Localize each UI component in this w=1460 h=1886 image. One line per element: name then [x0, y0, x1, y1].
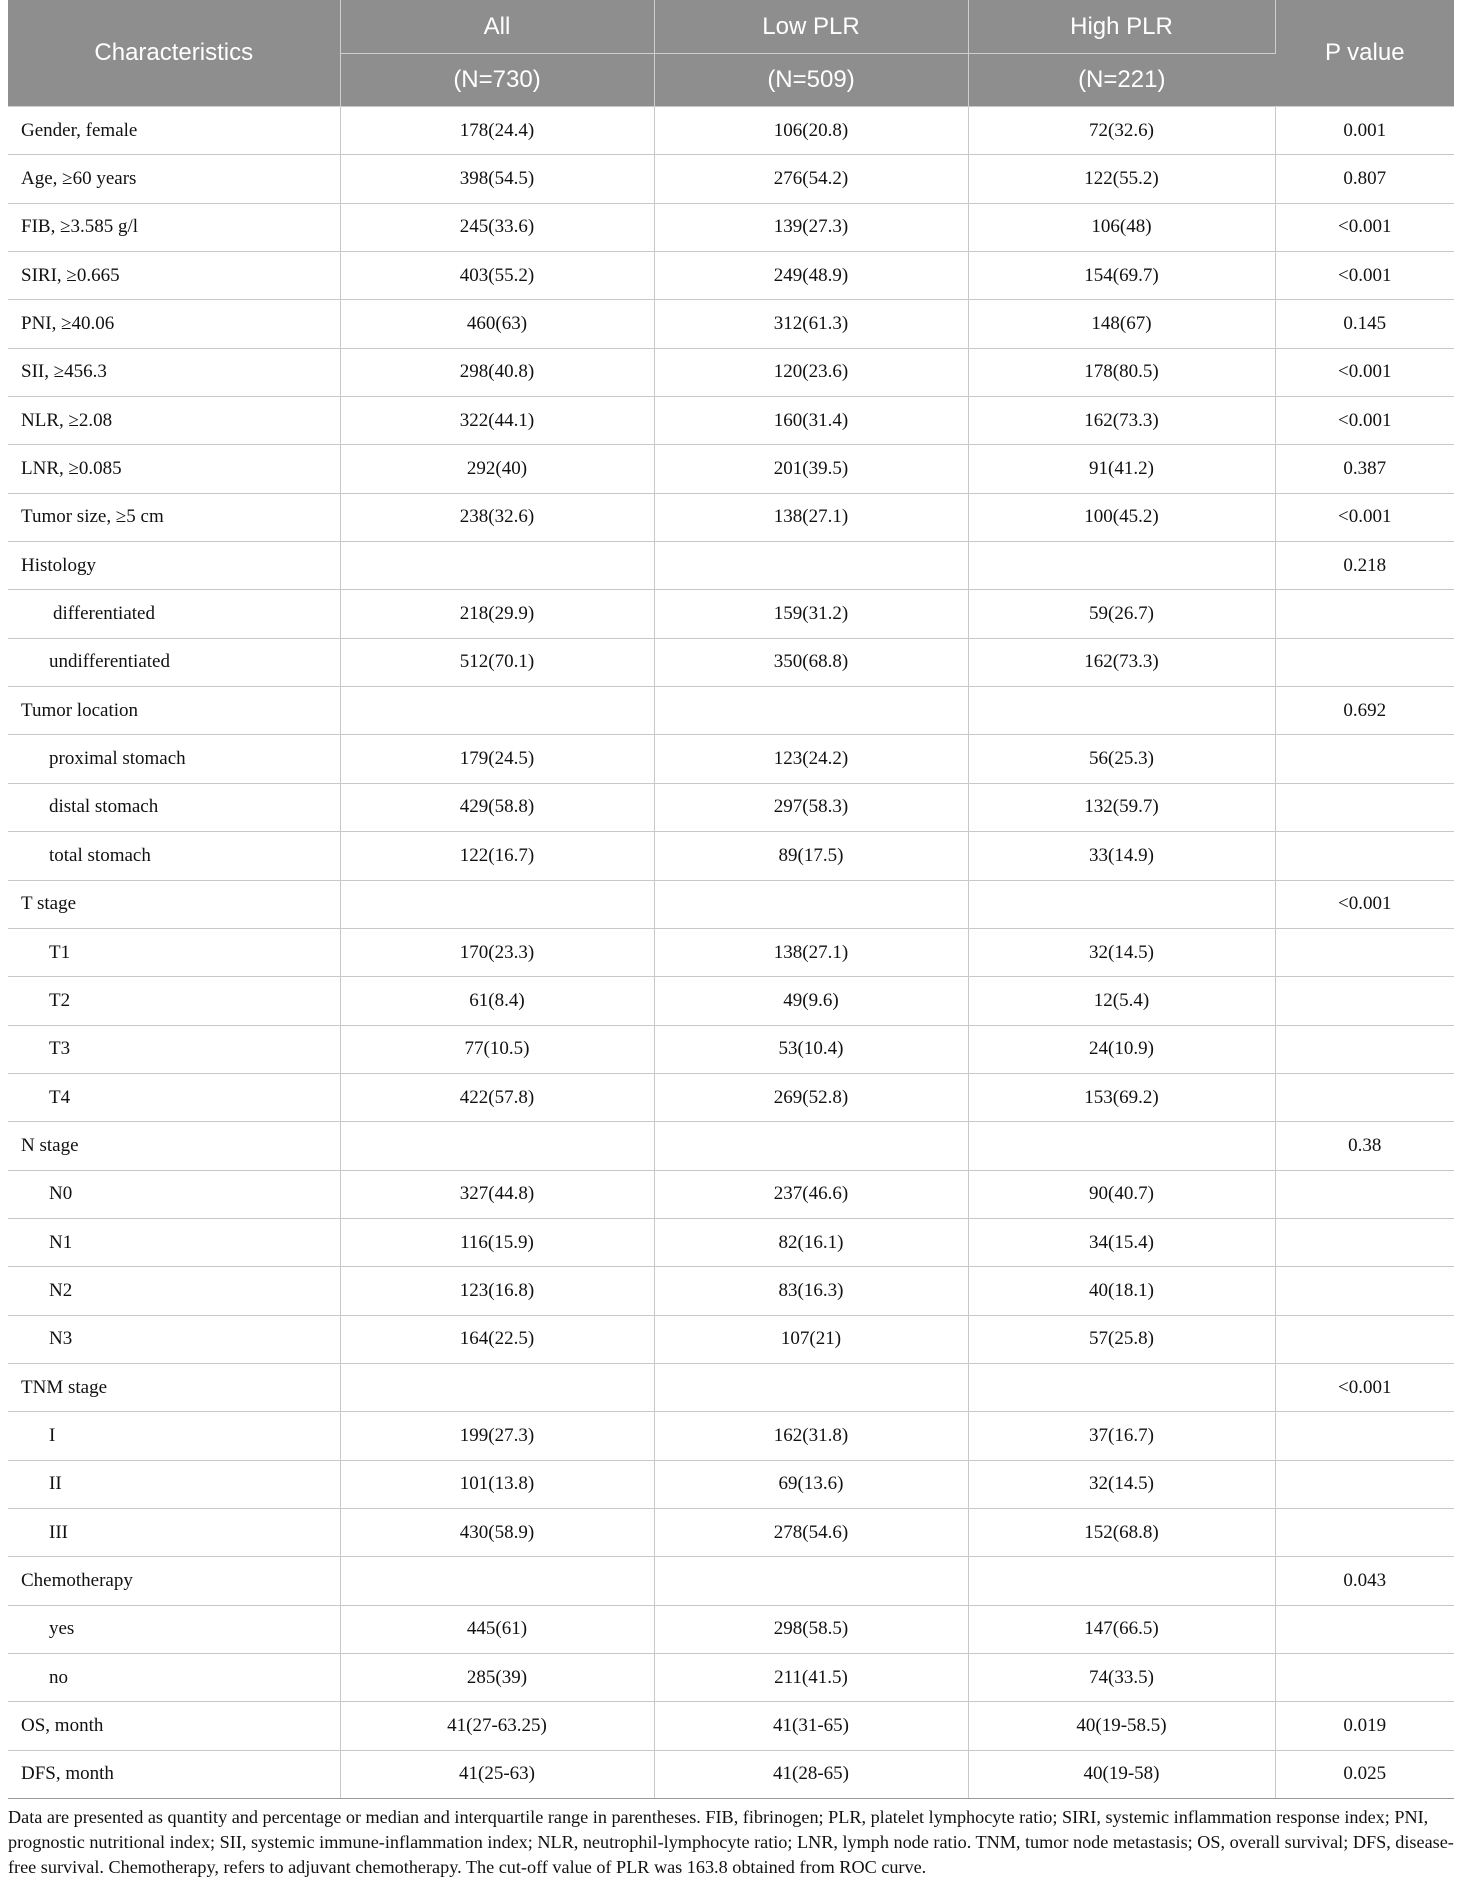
- row-label: N stage: [8, 1122, 340, 1170]
- cell-high-plr: 33(14.9): [968, 832, 1275, 880]
- row-label: III: [8, 1508, 340, 1556]
- cell-p-value: [1275, 638, 1454, 686]
- cell-p-value: 0.807: [1275, 155, 1454, 203]
- cell-p-value: [1275, 1170, 1454, 1218]
- cell-all: 322(44.1): [340, 397, 654, 445]
- table-row: [8, 1412, 1454, 1460]
- cell-high-plr: 122(55.2): [968, 155, 1275, 203]
- cell-high-plr: 100(45.2): [968, 493, 1275, 541]
- cell-p-value: 0.025: [1275, 1750, 1454, 1798]
- cell-high-plr: 40(19-58): [968, 1750, 1275, 1798]
- cell-high-plr: [968, 880, 1275, 928]
- header-p-value: P value: [1275, 0, 1454, 107]
- cell-high-plr: 154(69.7): [968, 252, 1275, 300]
- cell-high-plr: [968, 542, 1275, 590]
- cell-high-plr: 90(40.7): [968, 1170, 1275, 1218]
- cell-high-plr: 57(25.8): [968, 1315, 1275, 1363]
- row-label: Tumor size, ≥5 cm: [8, 493, 340, 541]
- cell-all: 245(33.6): [340, 203, 654, 251]
- cell-p-value: [1275, 1460, 1454, 1508]
- table-row: [8, 1363, 1454, 1411]
- cell-p-value: [1275, 590, 1454, 638]
- cell-low-plr: 237(46.6): [654, 1170, 968, 1218]
- cell-high-plr: 24(10.9): [968, 1025, 1275, 1073]
- table-row: [8, 1508, 1454, 1556]
- table-row: [8, 1025, 1454, 1073]
- table-row: [8, 783, 1454, 831]
- table-row: [8, 1073, 1454, 1121]
- row-label: distal stomach: [8, 783, 340, 831]
- cell-high-plr: 148(67): [968, 300, 1275, 348]
- cell-low-plr: 297(58.3): [654, 783, 968, 831]
- cell-low-plr: [654, 542, 968, 590]
- row-label: yes: [8, 1605, 340, 1653]
- row-label: PNI, ≥40.06: [8, 300, 340, 348]
- header-high-plr-n: (N=221): [968, 54, 1275, 107]
- cell-p-value: 0.019: [1275, 1702, 1454, 1750]
- table-row: [8, 155, 1454, 203]
- row-label: I: [8, 1412, 340, 1460]
- table-row: [8, 1702, 1454, 1750]
- characteristics-table: [8, 0, 1454, 1799]
- cell-p-value: <0.001: [1275, 203, 1454, 251]
- row-label: T3: [8, 1025, 340, 1073]
- table-row: [8, 638, 1454, 686]
- cell-p-value: <0.001: [1275, 880, 1454, 928]
- cell-p-value: 0.145: [1275, 300, 1454, 348]
- header-low-plr: Low PLR: [654, 0, 968, 54]
- header-all-n: (N=730): [340, 54, 654, 107]
- table-row: [8, 1122, 1454, 1170]
- table-row: [8, 687, 1454, 735]
- cell-all: 422(57.8): [340, 1073, 654, 1121]
- cell-low-plr: 249(48.9): [654, 252, 968, 300]
- cell-all: 61(8.4): [340, 977, 654, 1025]
- table-row: [8, 832, 1454, 880]
- cell-high-plr: [968, 1363, 1275, 1411]
- cell-p-value: <0.001: [1275, 493, 1454, 541]
- cell-all: 512(70.1): [340, 638, 654, 686]
- cell-low-plr: 139(27.3): [654, 203, 968, 251]
- table-row: [8, 1170, 1454, 1218]
- cell-all: 41(25-63): [340, 1750, 654, 1798]
- table-row: [8, 300, 1454, 348]
- table-row: [8, 493, 1454, 541]
- cell-p-value: [1275, 735, 1454, 783]
- cell-low-plr: [654, 687, 968, 735]
- cell-all: 403(55.2): [340, 252, 654, 300]
- row-label: LNR, ≥0.085: [8, 445, 340, 493]
- row-label: SII, ≥456.3: [8, 348, 340, 396]
- row-label: II: [8, 1460, 340, 1508]
- table-row: [8, 252, 1454, 300]
- cell-high-plr: 40(19-58.5): [968, 1702, 1275, 1750]
- table-body: [8, 107, 1454, 1799]
- cell-p-value: [1275, 977, 1454, 1025]
- cell-p-value: <0.001: [1275, 348, 1454, 396]
- cell-low-plr: 201(39.5): [654, 445, 968, 493]
- cell-high-plr: [968, 1557, 1275, 1605]
- table-row: [8, 397, 1454, 445]
- cell-high-plr: 162(73.3): [968, 397, 1275, 445]
- cell-high-plr: [968, 1122, 1275, 1170]
- header-high-plr: High PLR: [968, 0, 1275, 54]
- cell-p-value: 0.001: [1275, 107, 1454, 155]
- row-label: Histology: [8, 542, 340, 590]
- cell-low-plr: 160(31.4): [654, 397, 968, 445]
- cell-all: [340, 687, 654, 735]
- cell-p-value: [1275, 928, 1454, 976]
- row-label: N1: [8, 1218, 340, 1266]
- cell-high-plr: 132(59.7): [968, 783, 1275, 831]
- table-row: [8, 1605, 1454, 1653]
- cell-high-plr: 40(18.1): [968, 1267, 1275, 1315]
- cell-high-plr: 12(5.4): [968, 977, 1275, 1025]
- cell-low-plr: [654, 1122, 968, 1170]
- cell-p-value: 0.043: [1275, 1557, 1454, 1605]
- cell-high-plr: [968, 687, 1275, 735]
- cell-low-plr: 138(27.1): [654, 493, 968, 541]
- cell-low-plr: 69(13.6): [654, 1460, 968, 1508]
- row-label: no: [8, 1654, 340, 1702]
- row-label: N3: [8, 1315, 340, 1363]
- table-row: [8, 445, 1454, 493]
- cell-high-plr: 32(14.5): [968, 1460, 1275, 1508]
- cell-high-plr: 147(66.5): [968, 1605, 1275, 1653]
- cell-high-plr: 178(80.5): [968, 348, 1275, 396]
- row-label: differentiated: [8, 590, 340, 638]
- cell-all: 460(63): [340, 300, 654, 348]
- cell-high-plr: 56(25.3): [968, 735, 1275, 783]
- cell-p-value: [1275, 1412, 1454, 1460]
- cell-low-plr: 269(52.8): [654, 1073, 968, 1121]
- cell-p-value: 0.218: [1275, 542, 1454, 590]
- cell-high-plr: 153(69.2): [968, 1073, 1275, 1121]
- cell-all: [340, 1557, 654, 1605]
- cell-p-value: <0.001: [1275, 397, 1454, 445]
- cell-p-value: <0.001: [1275, 252, 1454, 300]
- row-label: Chemotherapy: [8, 1557, 340, 1605]
- cell-low-plr: 159(31.2): [654, 590, 968, 638]
- table-row: [8, 1557, 1454, 1605]
- table-footnote: Data are presented as quantity and percentage or median and interquartile range in parentheses. FIB, fibrinogen; PLR, platelet lymphocyte ratio; SIRI, systemic inflammation response index; PNI, prognostic nutritional index; SII, systemic immune-inflammation index; NLR, neutrophil-lymphocyte ratio; LNR, lymph node ratio. TNM, tumor node metastasis; OS, overall survival; DFS, disease-free survival. Chemotherapy, refers to adjuvant chemotherapy. The cut-off value of PLR was 163.8 obtained from ROC curve.: [8, 1807, 1454, 1878]
- cell-all: 398(54.5): [340, 155, 654, 203]
- cell-all: 298(40.8): [340, 348, 654, 396]
- cell-p-value: [1275, 1025, 1454, 1073]
- row-label: DFS, month: [8, 1750, 340, 1798]
- row-label: Gender, female: [8, 107, 340, 155]
- cell-all: 327(44.8): [340, 1170, 654, 1218]
- table-row: [8, 1315, 1454, 1363]
- table-row: [8, 735, 1454, 783]
- table-row: [8, 1654, 1454, 1702]
- cell-all: 116(15.9): [340, 1218, 654, 1266]
- cell-p-value: [1275, 1073, 1454, 1121]
- cell-all: 170(23.3): [340, 928, 654, 976]
- cell-p-value: <0.001: [1275, 1363, 1454, 1411]
- cell-high-plr: 152(68.8): [968, 1508, 1275, 1556]
- cell-low-plr: 278(54.6): [654, 1508, 968, 1556]
- table-row: [8, 1750, 1454, 1798]
- cell-high-plr: 74(33.5): [968, 1654, 1275, 1702]
- cell-p-value: 0.387: [1275, 445, 1454, 493]
- cell-low-plr: [654, 1557, 968, 1605]
- cell-low-plr: 82(16.1): [654, 1218, 968, 1266]
- cell-all: 429(58.8): [340, 783, 654, 831]
- cell-all: 41(27-63.25): [340, 1702, 654, 1750]
- row-label: T2: [8, 977, 340, 1025]
- cell-p-value: [1275, 783, 1454, 831]
- cell-high-plr: 91(41.2): [968, 445, 1275, 493]
- cell-high-plr: 32(14.5): [968, 928, 1275, 976]
- cell-p-value: [1275, 1218, 1454, 1266]
- cell-all: 430(58.9): [340, 1508, 654, 1556]
- cell-all: 123(16.8): [340, 1267, 654, 1315]
- cell-p-value: [1275, 1508, 1454, 1556]
- cell-low-plr: 89(17.5): [654, 832, 968, 880]
- row-label: T4: [8, 1073, 340, 1121]
- row-label: TNM stage: [8, 1363, 340, 1411]
- cell-all: 179(24.5): [340, 735, 654, 783]
- row-label: N0: [8, 1170, 340, 1218]
- cell-p-value: [1275, 1267, 1454, 1315]
- cell-low-plr: [654, 1363, 968, 1411]
- cell-all: [340, 542, 654, 590]
- table-row: [8, 977, 1454, 1025]
- cell-high-plr: 162(73.3): [968, 638, 1275, 686]
- cell-high-plr: 72(32.6): [968, 107, 1275, 155]
- table-row: [8, 928, 1454, 976]
- cell-all: 445(61): [340, 1605, 654, 1653]
- cell-low-plr: 106(20.8): [654, 107, 968, 155]
- header-characteristics: Characteristics: [8, 0, 340, 107]
- row-label: T stage: [8, 880, 340, 928]
- cell-p-value: [1275, 1605, 1454, 1653]
- cell-low-plr: [654, 880, 968, 928]
- table-row: [8, 590, 1454, 638]
- table-header: [8, 0, 1454, 107]
- table-row: [8, 1460, 1454, 1508]
- cell-all: 101(13.8): [340, 1460, 654, 1508]
- cell-low-plr: 123(24.2): [654, 735, 968, 783]
- cell-all: 292(40): [340, 445, 654, 493]
- cell-high-plr: 37(16.7): [968, 1412, 1275, 1460]
- cell-high-plr: 34(15.4): [968, 1218, 1275, 1266]
- cell-high-plr: 106(48): [968, 203, 1275, 251]
- cell-high-plr: 59(26.7): [968, 590, 1275, 638]
- table-row: [8, 203, 1454, 251]
- cell-all: [340, 1122, 654, 1170]
- table-container: [8, 0, 1454, 1880]
- cell-low-plr: 83(16.3): [654, 1267, 968, 1315]
- cell-low-plr: 41(31-65): [654, 1702, 968, 1750]
- cell-low-plr: 107(21): [654, 1315, 968, 1363]
- row-label: Tumor location: [8, 687, 340, 735]
- cell-low-plr: 49(9.6): [654, 977, 968, 1025]
- row-label: SIRI, ≥0.665: [8, 252, 340, 300]
- cell-low-plr: 276(54.2): [654, 155, 968, 203]
- cell-low-plr: 41(28-65): [654, 1750, 968, 1798]
- header-low-plr-n: (N=509): [654, 54, 968, 107]
- cell-all: 164(22.5): [340, 1315, 654, 1363]
- row-label: proximal stomach: [8, 735, 340, 783]
- row-label: T1: [8, 928, 340, 976]
- table-row: [8, 1267, 1454, 1315]
- cell-all: 199(27.3): [340, 1412, 654, 1460]
- row-label: Age, ≥60 years: [8, 155, 340, 203]
- cell-p-value: [1275, 1315, 1454, 1363]
- table-row: [8, 880, 1454, 928]
- cell-all: [340, 880, 654, 928]
- row-label: FIB, ≥3.585 g/l: [8, 203, 340, 251]
- cell-p-value: 0.692: [1275, 687, 1454, 735]
- cell-all: 178(24.4): [340, 107, 654, 155]
- cell-all: 238(32.6): [340, 493, 654, 541]
- cell-all: 77(10.5): [340, 1025, 654, 1073]
- cell-p-value: 0.38: [1275, 1122, 1454, 1170]
- cell-low-plr: 312(61.3): [654, 300, 968, 348]
- table-row: [8, 107, 1454, 155]
- cell-low-plr: 350(68.8): [654, 638, 968, 686]
- cell-p-value: [1275, 1654, 1454, 1702]
- header-all: All: [340, 0, 654, 54]
- row-label: OS, month: [8, 1702, 340, 1750]
- cell-low-plr: 211(41.5): [654, 1654, 968, 1702]
- table-row: [8, 1218, 1454, 1266]
- cell-low-plr: 138(27.1): [654, 928, 968, 976]
- row-label: total stomach: [8, 832, 340, 880]
- cell-low-plr: 162(31.8): [654, 1412, 968, 1460]
- cell-all: 218(29.9): [340, 590, 654, 638]
- cell-low-plr: 53(10.4): [654, 1025, 968, 1073]
- row-label: undifferentiated: [8, 638, 340, 686]
- cell-low-plr: 120(23.6): [654, 348, 968, 396]
- row-label: N2: [8, 1267, 340, 1315]
- row-label: NLR, ≥2.08: [8, 397, 340, 445]
- table-row: [8, 348, 1454, 396]
- table-row: [8, 542, 1454, 590]
- cell-low-plr: 298(58.5): [654, 1605, 968, 1653]
- cell-all: 285(39): [340, 1654, 654, 1702]
- cell-all: 122(16.7): [340, 832, 654, 880]
- cell-all: [340, 1363, 654, 1411]
- cell-p-value: [1275, 832, 1454, 880]
